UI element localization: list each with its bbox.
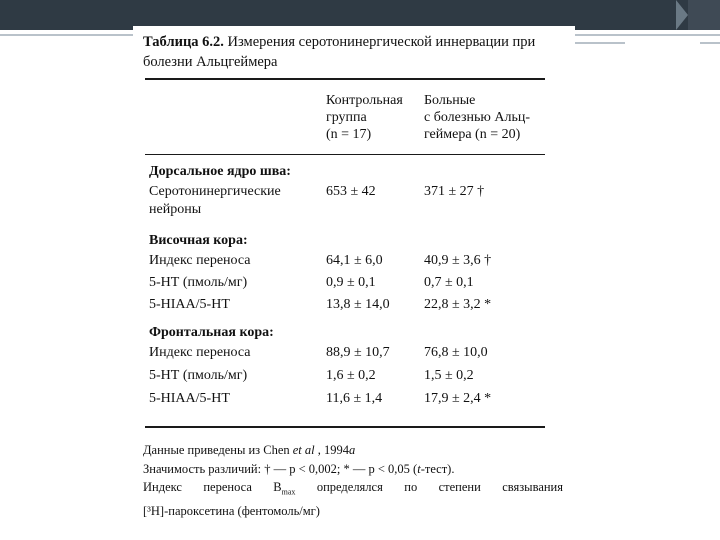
patients-value: 40,9 ± 3,6 †: [424, 253, 492, 268]
note-transfer-index: Индекс переноса $В_{max}$ определялся по степени связывания: [143, 480, 563, 497]
patients-value: 1,5 ± 0,2: [424, 368, 474, 383]
control-value: 88,9 ± 10,7: [326, 345, 390, 360]
control-value: 0,9 ± 0,1: [326, 275, 376, 290]
row-label: 5-НТ (пмоль/мг): [149, 275, 248, 290]
control-value: 13,8 ± 14,0: [326, 297, 390, 312]
header-rule: [145, 154, 545, 155]
row-label: 5-НТ (пмоль/мг): [149, 368, 248, 383]
header-alzheimer-patients: Больные с болезнью Альц- геймера (n = 20): [424, 93, 531, 142]
header-control-group: Контрольная группа (n = 17): [326, 93, 403, 142]
control-value: 653 ± 42: [326, 184, 376, 199]
control-value: 1,6 ± 0,2: [326, 368, 376, 383]
patients-value: 17,9 ± 2,4 *: [424, 391, 492, 406]
patients-value: 76,8 ± 10,0: [424, 345, 488, 360]
top-rule: [145, 78, 545, 80]
bottom-rule: [145, 426, 545, 428]
row-label: 5-HIAA/5-HT: [149, 391, 230, 406]
row-label: 5-HIAA/5-HT: [149, 297, 230, 312]
row-label: Индекс переноса: [149, 345, 251, 360]
row-label: Индекс переноса: [149, 253, 251, 268]
row-label: Серотонинергические нейроны: [149, 184, 281, 217]
patients-value: 22,8 ± 3,2 *: [424, 297, 492, 312]
note-paroxetine: [³Н]-пароксетина (фентомоль/мг): [143, 504, 320, 518]
control-value: 64,1 ± 6,0: [326, 253, 383, 268]
table-caption: Измерения серотонинергической иннервации при болезни Альцгеймера: [143, 34, 536, 70]
patients-value: 0,7 ± 0,1: [424, 275, 474, 290]
control-value: 11,6 ± 1,4: [326, 391, 383, 406]
table-notes: [143, 441, 563, 521]
slide-band-corner: [688, 0, 720, 30]
section-title-raphe: Дорсальное ядро шва:: [149, 164, 291, 179]
note-significance: Значимость различий: † — р < 0,002; * — р < 0,05 (t-тест).: [143, 461, 455, 476]
section-title-frontal: Фронтальная кора:: [149, 325, 274, 340]
table-number: Таблица 6.2.: [143, 34, 224, 50]
slide-band-arrow: [676, 0, 688, 30]
note-source: Данные приведены из Chen et al , 1994a: [143, 443, 356, 457]
scanned-table-page: [133, 26, 575, 516]
table-title: [143, 32, 553, 72]
section-title-temporal: Височная кора:: [149, 233, 248, 248]
patients-value: 371 ± 27 †: [424, 184, 485, 199]
